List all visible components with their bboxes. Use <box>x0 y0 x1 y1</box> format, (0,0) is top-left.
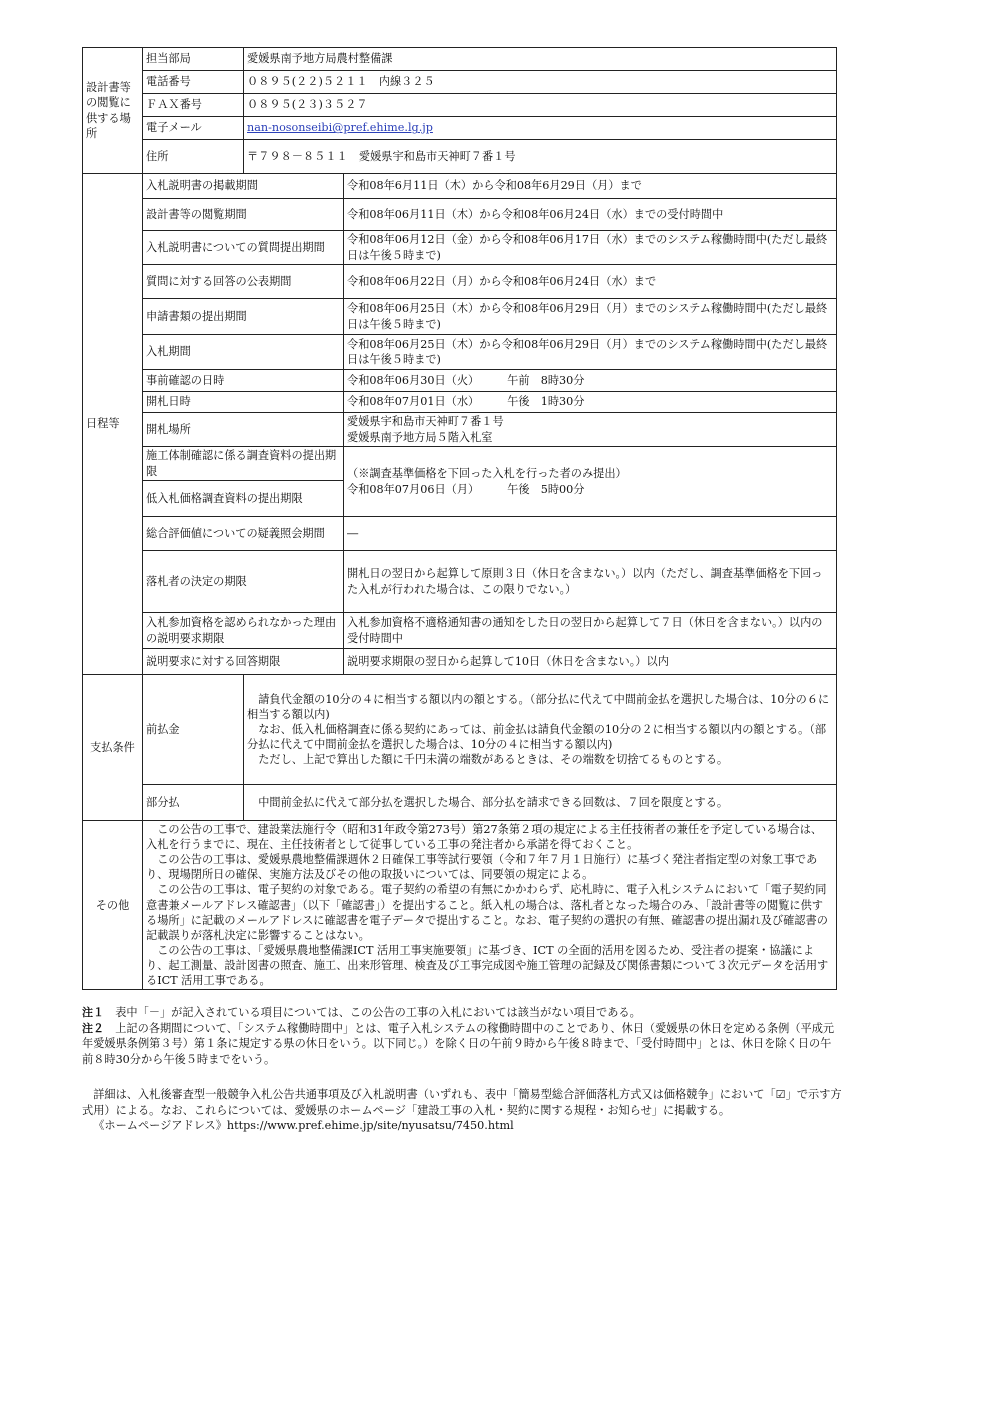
row-label-answer-deadline: 説明要求に対する回答期限 <box>143 649 344 675</box>
row-label-notice-period: 入札説明書の掲載期間 <box>143 174 344 199</box>
section-viewing-place-label: 設計書等の閲覧に供する場所 <box>83 48 143 174</box>
note-2-tag: 注２ <box>82 1021 104 1035</box>
row-value-notice-period: 令和08年6月11日（木）から令和08年6月29日（月）まで <box>344 174 837 199</box>
row-value-answer-period: 令和08年06月22日（月）から令和08年06月24日（水）まで <box>344 265 837 299</box>
other-p4: この公告の工事は、「愛媛県農地整備課ICT 活用工事実施要領」に基づき、ICT の全面的活用を図るため、受注者の提案・協議により、起工測量、設計図書の照査、施工、出来形管理、検査及び工事完成図や施工管理の記録及び関係書類について３次元データを活用するICT 活用工事である。 <box>146 943 829 988</box>
row-label-fax: ＦＡＸ番号 <box>143 94 244 117</box>
section-other-label: その他 <box>83 821 143 990</box>
email-link[interactable]: nan-nosonseibi@pref.ehime.lg.jp <box>247 121 433 135</box>
survey-deadline-date: 令和08年07月06日（月） 午後 5時00分 <box>347 482 585 496</box>
other-p2: この公告の工事は、愛媛県農地整備課週休２日確保工事等試行要領（令和７年７月１日施行）に基づく発注者指定型の対象工事であり、現場閉所日の確保、実施方法及びその他の取扱いについては、同要領の規定による。 <box>146 853 818 882</box>
row-label-construction-check-deadline: 施工体制確認に係る調査資料の提出期限 <box>143 447 344 481</box>
row-label-address: 住所 <box>143 140 244 174</box>
row-value-advance-payment <box>244 675 837 785</box>
notes <box>82 1005 842 1068</box>
row-value-address: 〒７９８－８５１１ 愛媛県宇和島市天神町７番１号 <box>244 140 837 174</box>
note-2 <box>82 1021 842 1068</box>
advance-payment-p3: ただし、上記で算出した額に千円未満の端数があるときは、その端数を切捨てるものとする。 <box>258 753 729 767</box>
details-text: 詳細は、入札後審査型一般競争入札公告共通事項及び入札説明書（いずれも、表中「簡易型総合評価落札方式又は価格競争」において「☑」で示す方式用）による。なお、これらについては、愛媛県のホームページ「建設工事の入札・契約に関する規程・お知らせ」に掲載する。 <box>82 1088 842 1117</box>
row-value-bid-period: 令和08年06月25日（木）から令和08年06月29日（月）までのシステム稼働時間中(ただし最終日は午後５時まで) <box>344 335 837 370</box>
homepage-url[interactable]: 《ホームページアドレス》https://www.pref.ehime.jp/site/nyusatsu/7450.html <box>93 1119 514 1133</box>
row-label-opening-datetime: 開札日時 <box>143 392 344 413</box>
other-p3: この公告の工事は、電子契約の対象である。電子契約の希望の有無にかかわらず、応札時に、電子入札システムにおいて「電子契約同意書兼メールアドレス確認書」（以下「確認書」）を提出すること。紙入札の場合は、落札者となった場合のみ、「設計書等の閲覧に供する場所」に記載のメールアドレスに確認書を電子データで提出すること。なお、電子契約の選択の有無、確認書の提出漏れ及び確認書の記載誤りが落札決定に影響することはない。 <box>146 883 828 942</box>
row-label-viewing-period: 設計書等の閲覧期間 <box>143 199 344 231</box>
row-value-survey-deadline <box>344 447 837 517</box>
row-value-evaluation-inquiry: ― <box>344 517 837 551</box>
note-2-text: 上記の各期間について、「システム稼働時間中」とは、電子入札システムの稼働時間中のことであり、休日（愛媛県の休日を定める条例（平成元年愛媛県条例第３号）第１条に規定する県の休日をいう。以下同じ。）を除く日の午前９時から午後８時まで、「受付時間中」とは、休日を除く日の午前８時30分から午後５時までをいう。 <box>82 1021 835 1067</box>
survey-deadline-note: （※調査基準価格を下回った入札を行った者のみ提出） <box>347 467 627 481</box>
row-label-bid-period: 入札期間 <box>143 335 344 370</box>
row-label-precheck: 事前確認の日時 <box>143 370 344 392</box>
details-section <box>82 1087 842 1134</box>
other-p1: この公告の工事で、建設業法施行令（昭和31年政令第273号）第27条第２項の規定による主任技術者の兼任を予定している場合は、入札を行うまでに、現在、主任技術者として従事している工事の発注者から承諾を得ておくこと。 <box>146 823 823 852</box>
row-label-evaluation-inquiry: 総合評価値についての疑義照会期間 <box>143 517 344 551</box>
row-label-opening-place: 開札場所 <box>143 413 344 447</box>
row-label-explanation-request: 入札参加資格を認められなかった理由の説明要求期限 <box>143 613 344 649</box>
row-value-question-period: 令和08年06月12日（金）から令和08年06月17日（水）までのシステム稼働時間中(ただし最終日は午後５時まで) <box>344 231 837 265</box>
row-value-phone: ０８９５(２２)５２１１ 内線３２５ <box>244 71 837 94</box>
row-label-low-bid-deadline: 低入札価格調査資料の提出期限 <box>143 481 344 517</box>
row-value-fax: ０８９５(２３)３５２７ <box>244 94 837 117</box>
row-label-answer-period: 質問に対する回答の公表期間 <box>143 265 344 299</box>
row-label-application-period: 申請書類の提出期間 <box>143 299 344 335</box>
row-value-opening-datetime: 令和08年07月01日（水） 午後 1時30分 <box>344 392 837 413</box>
notice-table <box>82 47 837 990</box>
note-1 <box>82 1005 842 1021</box>
other-content <box>143 821 837 990</box>
opening-place-line2: 愛媛県南予地方局５階入札室 <box>347 430 493 444</box>
note-1-text: 表中「－」が記入されている項目については、この公告の工事の入札においては該当がない項目である。 <box>104 1006 641 1019</box>
row-value-answer-deadline: 説明要求期限の翌日から起算して10日（休日を含まない。）以内 <box>344 649 837 675</box>
row-value-application-period: 令和08年06月25日（木）から令和08年06月29日（月）までのシステム稼働時間中(ただし最終日は午後５時まで) <box>344 299 837 335</box>
partial-payment-p1: 中間前金払に代えて部分払を選択した場合、部分払を請求できる回数は、７回を限度とする。 <box>258 795 729 809</box>
row-value-department: 愛媛県南予地方局農村整備課 <box>244 48 837 71</box>
note-1-tag: 注１ <box>82 1006 104 1019</box>
row-label-partial-payment: 部分払 <box>143 785 244 821</box>
row-label-advance-payment: 前払金 <box>143 675 244 785</box>
row-value-precheck: 令和08年06月30日（火） 午前 8時30分 <box>344 370 837 392</box>
notice-document <box>82 47 836 990</box>
advance-payment-p1: 請負代金額の10分の４に相当する額以内の額とする。（部分払に代えて中間前金払を選択した場合は、10分の６に相当する額以内) <box>247 692 830 721</box>
row-value-award-deadline: 開札日の翌日から起算して原則３日（休日を含まない。）以内（ただし、調査基準価格を下回った入札が行われた場合は、この限りでない。） <box>344 551 837 613</box>
row-label-award-deadline: 落札者の決定の期限 <box>143 551 344 613</box>
row-value-partial-payment <box>244 785 837 821</box>
row-value-explanation-request: 入札参加資格不適格通知書の通知をした日の翌日から起算して７日（休日を含まない。）以内の受付時間中 <box>344 613 837 649</box>
row-label-phone: 電話番号 <box>143 71 244 94</box>
section-schedule-label: 日程等 <box>83 174 143 675</box>
section-payment-label: 支払条件 <box>83 675 143 821</box>
row-label-email: 電子メール <box>143 117 244 140</box>
opening-place-line1: 愛媛県宇和島市天神町７番１号 <box>347 415 504 429</box>
row-value-viewing-period: 令和08年06月11日（木）から令和08年06月24日（水）までの受付時間中 <box>344 199 837 231</box>
row-value-opening-place <box>344 413 837 447</box>
row-label-department: 担当部局 <box>143 48 244 71</box>
row-label-question-period: 入札説明書についての質問提出期間 <box>143 231 344 265</box>
advance-payment-p2: なお、低入札価格調査に係る契約にあっては、前金払は請負代金額の10分の２に相当する額以内の額とする。（部分払に代えて中間前金払を選択した場合は、10分の４に相当する額以内) <box>247 722 827 752</box>
